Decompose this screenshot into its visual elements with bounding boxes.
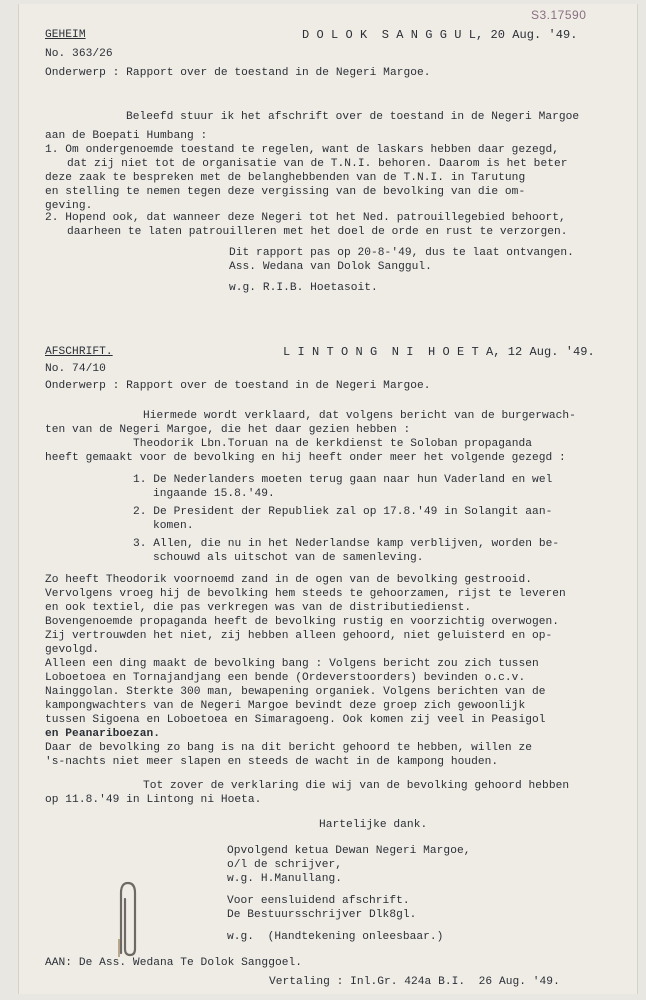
- letter2-line2: ten van de Negeri Margoe, die het daar gezien hebben :: [45, 424, 411, 436]
- letter2-line1: Hiermede wordt verklaard, dat volgens bericht van de burgerwach-: [143, 410, 576, 422]
- statement1-line2: ingaande 15.8.'49.: [153, 488, 275, 500]
- letter2-number: No. 74/10: [45, 363, 106, 375]
- letter2-subject: Onderwerp : Rapport over de toestand in de Negeri Margoe.: [45, 380, 431, 392]
- classification-label: GEHEIM: [45, 29, 86, 41]
- closing-line2: op 11.8.'49 in Lintong ni Hoeta.: [45, 794, 262, 806]
- signature-line1: Opvolgend ketua Dewan Negeri Margoe,: [227, 845, 471, 857]
- letter1-intro-2: aan de Boepati Humbang :: [45, 130, 208, 142]
- archive-stamp-number: S3.17590: [531, 8, 587, 22]
- letter1-note: Dit rapport pas op 20-8-'49, dus te laat ontvangen.: [229, 247, 574, 259]
- body-line11: tussen Sigoena en Loboetoea en Simaragoeng. Ook komen zij veel in Peasigol: [45, 714, 546, 726]
- body-line10: kampongwachters van de Negeri Margoe bevindt deze groep zich gewoonlijk: [45, 700, 526, 712]
- copy-certification: Voor eensluidend afschrift.: [227, 895, 410, 907]
- letter1-subject: Onderwerp : Rapport over de toestand in de Negeri Margoe.: [45, 67, 431, 79]
- letter2-line4: heeft gemaakt voor de bevolking en hij heeft onder meer het volgende gezegd :: [45, 452, 566, 464]
- statement3-line1: 3. Allen, die nu in het Nederlandse kamp verblijven, worden be-: [133, 538, 560, 550]
- document-page: [18, 4, 638, 994]
- body-line14: 's-nachts niet meer slapen en steeds de wacht in de kampong houden.: [45, 756, 499, 768]
- body-line6: gevolgd.: [45, 644, 100, 656]
- translation-reference: Vertaling : Inl.Gr. 424a B.I. 26 Aug. '49.: [269, 976, 560, 988]
- copy-label: AFSCHRIFT.: [45, 346, 113, 358]
- letter1-point1-line3: deze zaak te bespreken met de belanghebbenden van de T.N.I. in Tarutung: [45, 172, 526, 184]
- closing-line1: Tot zover de verklaring die wij van de bevolking gehoord hebben: [143, 780, 570, 792]
- clerk-signature: w.g. (Handtekening onleesbaar.): [227, 931, 444, 943]
- letter1-intro-1: Beleefd stuur ik het afschrift over de toestand in de Negeri Margoe: [126, 111, 580, 123]
- thanks: Hartelijke dank.: [319, 819, 428, 831]
- letter1-point2-line1: 2. Hopend ook, dat wanneer deze Negeri tot het Ned. patrouillegebied behoort,: [45, 212, 566, 224]
- body-line12: en Peanariboezan.: [45, 728, 160, 740]
- letter1-point2-line2: daarheen te laten patrouilleren met het doel de orde en rust te verzorgen.: [67, 226, 568, 238]
- body-line2: Vervolgens vroeg hij de bevolking hem steeds te gehoorzamen, rijst te leveren: [45, 588, 566, 600]
- statement3-line2: schouwd als uitschot van de samenleving.: [153, 552, 424, 564]
- letter1-signed: w.g. R.I.B. Hoetasoit.: [229, 282, 378, 294]
- letter2-place-date: L I N T O N G N I H O E T A, 12 Aug. '49.: [283, 345, 595, 359]
- addressee: AAN: De Ass. Wedana Te Dolok Sanggoel.: [45, 957, 303, 969]
- signature-line2: o/l de schrijver,: [227, 859, 342, 871]
- statement1-line1: 1. De Nederlanders moeten terug gaan naar hun Vaderland en wel: [133, 474, 553, 486]
- letter1-point1-line1: 1. Om ondergenoemde toestand te regelen, want de laskars hebben daar gezegd,: [45, 144, 560, 156]
- letter1-place-date: D O L O K S A N G G U L, 20 Aug. '49.: [302, 28, 578, 42]
- body-line5: Zij vertrouwden het niet, zij hebben alleen gehoord, niet geluisterd en op-: [45, 630, 553, 642]
- body-line3: en ook textiel, die pas verkregen was van de distributiedienst.: [45, 602, 472, 614]
- body-line8: Loboetoea en Tornajandjang een bende (Ordeverstoorders) bevinden o.c.v.: [45, 672, 526, 684]
- paperclip-icon: [111, 879, 145, 959]
- body-line13: Daar de bevolking zo bang is na dit bericht gehoord te hebben, willen ze: [45, 742, 532, 754]
- letter1-number: No. 363/26: [45, 48, 113, 60]
- body-line7: Alleen een ding maakt de bevolking bang : Volgens bericht zou zich tussen: [45, 658, 539, 670]
- letter2-line3: Theodorik Lbn.Toruan na de kerkdienst te Soloban propaganda: [133, 438, 533, 450]
- letter1-sender: Ass. Wedana van Dolok Sanggul.: [229, 261, 432, 273]
- body-line1: Zo heeft Theodorik voornoemd zand in de ogen van de bevolking gestrooid.: [45, 574, 532, 586]
- statement2-line1: 2. De President der Republiek zal op 17.8.'49 in Solangit aan-: [133, 506, 553, 518]
- statement2-line2: komen.: [153, 520, 194, 532]
- body-line4: Bovengenoemde propaganda heeft de bevolking rustig en voorzichtig overwogen.: [45, 616, 560, 628]
- letter1-point1-line2: dat zij niet tot de organisatie van de T.N.I. behoren. Daarom is het beter: [67, 158, 568, 170]
- letter1-point1-line4: en stelling te nemen tegen deze vergissing van de bevolking van die om-: [45, 186, 526, 198]
- clerk-title: De Bestuursschrijver Dlk8gl.: [227, 909, 417, 921]
- signature-line3: w.g. H.Manullang.: [227, 873, 342, 885]
- body-line9: Nainggolan. Sterkte 300 man, bewapening organiek. Volgens berichten van de: [45, 686, 546, 698]
- letter1-point1-line5: geving.: [45, 200, 93, 212]
